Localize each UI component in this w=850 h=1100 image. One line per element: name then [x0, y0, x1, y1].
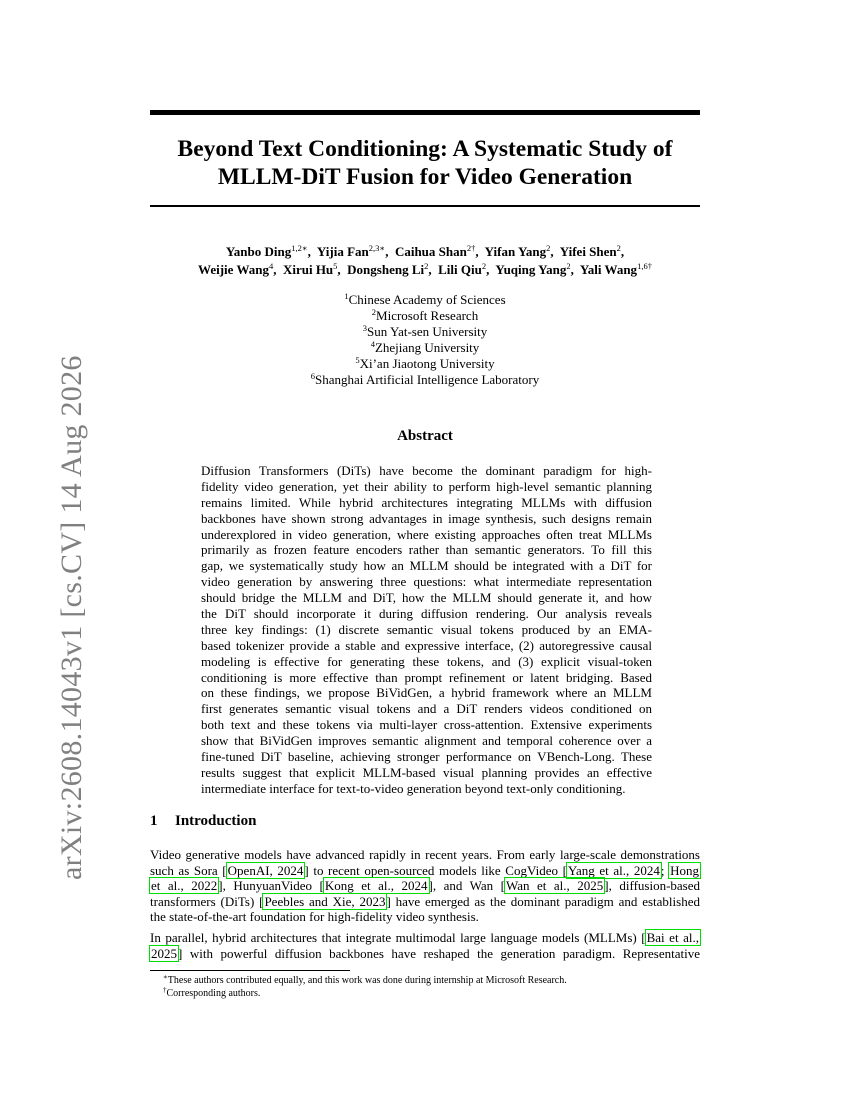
- abstract-line: both text and these tokens via multi-layer cross-attention. Extensive experiments: [201, 717, 652, 733]
- affiliation: $^5$Xi’an Jiaotong University: [355, 355, 495, 371]
- footnote: ∗These authors contributed equally, and this work was done during internship at Microsoft Research.: [163, 973, 567, 986]
- section-number: 1: [150, 813, 158, 829]
- abstract-line: Diffusion Transformers (DiTs) have become the dominant paradigm for high-: [201, 463, 652, 478]
- abstract-line: remains limited. While hybrid architectures integrating MLLMs with diffusion: [201, 494, 652, 510]
- abstract-line: results suggest that explicit MLLM-based visual planning provides an effective: [201, 764, 652, 780]
- arxiv-watermark: arXiv:2608.14043v1 [cs.CV] 14 Aug 2026: [55, 355, 88, 880]
- abstract-line: three key findings: (1) discrete semantic visual tokens produced by an EMA-: [201, 621, 652, 637]
- citation-link[interactable]: Peebles and Xie, 2023: [264, 893, 386, 909]
- abstract-line: should bridge the MLLM and DiT, how the MLLM should generate it, and how: [201, 590, 652, 606]
- abstract-line: show that BiVidGen improves semantic alignment and temporal coherence over a: [201, 733, 652, 749]
- author: Yifan Yang$^2$: [484, 243, 551, 259]
- author: Caihua Shan$^{2\dagger}$: [394, 243, 476, 259]
- abstract-heading: Abstract: [397, 428, 453, 444]
- footnote-rule: [150, 970, 350, 971]
- affiliation: $^3$Sun Yat-sen University: [362, 323, 488, 339]
- abstract-line: the DiT should incorporate it during diffusion rendering. Our analysis reveals: [201, 606, 652, 622]
- section-heading: [150, 813, 256, 830]
- author: Yuqing Yang$^2$: [495, 261, 571, 277]
- abstract-line: video generation by answering three questions: what intermediate representation: [201, 574, 652, 590]
- author: Xirui Hu$^5$: [282, 261, 338, 277]
- abstract-line: first generates semantic visual tokens and a DiT renders videos conditioned on: [201, 701, 652, 717]
- footnote: †Corresponding authors.: [163, 986, 261, 999]
- abstract-line: gap, we systematically study how an MLLM should be integrated with a DiT for: [201, 558, 652, 574]
- intro-paragraph-1: Video generative models have advanced rapidly in recent years. From early large-scale demonstrations such as Sora [OpenAI, 2024] to recent open-sourced models like CogVideo [Yang et al., 2024; Hong et al., 2022], HunyuanVideo [Kong et al., 2024], and Wan [Wan et al., 2025], diffusion-based transformers (DiTs) [Peebles and Xie, 2023] have emerged as the dominant paradigm and established the state-of-the-art foundation for high-fidelity video synthesis.: [150, 847, 701, 924]
- abstract-line: underexplored in video generation, where existing approaches often treat MLLMs: [201, 526, 652, 542]
- author-list: Yanbo Ding$^{1,2∗}$, Yijia Fan$^{2,3∗}$, Caihua Shan$^{2\dagger}$, Yifan Yang$^2$, Yifei Shen$^2$, Weijie Wang$^4$, Xirui Hu$^5$, Dongsheng Li$^2$, Lili Qiu$^2$, Yuqing Yang$^2$, Yali Wang$^{1,6\dagger}$: [198, 243, 652, 277]
- affiliation-list: [150, 292, 700, 388]
- affiliation: $^2$Microsoft Research: [371, 307, 479, 323]
- affiliation: $^1$Chinese Academy of Sciences: [344, 291, 506, 307]
- title-bottom-rule: [150, 205, 700, 207]
- paper-title: Beyond Text Conditioning: A Systematic Study of MLLM-DiT Fusion for Video Generation: [177, 136, 673, 190]
- citation-link[interactable]: OpenAI, 2024: [227, 862, 304, 878]
- title-top-rule: [150, 110, 700, 115]
- abstract-line: modeling is effective for generating these tokens, and (3) explicit visual-token: [201, 653, 652, 669]
- affiliation: $^4$Zhejiang University: [370, 339, 480, 355]
- intro-paragraph-2: In parallel, hybrid architectures that integrate multimodal large language models (MLLMs) [Bai et al., 2025] with powerful diffusion backbones have reshaped the generation paradigm. Representative: [150, 930, 700, 961]
- affiliation: $^6$Shanghai Artificial Intelligence Laboratory: [310, 371, 540, 387]
- abstract-body: [201, 463, 652, 797]
- abstract-line: conditioning is more effective than prompt refinement or latent bridging. Based: [201, 669, 652, 685]
- citation-link[interactable]: Yang et al., 2024: [567, 862, 660, 878]
- abstract-line: on these findings, we propose BiVidGen, a hybrid framework where an MLLM: [201, 685, 652, 701]
- citation-link[interactable]: Hong: [670, 862, 699, 878]
- citation-link[interactable]: Bai et al.,: [646, 930, 699, 945]
- abstract-line: intermediate interface for text-to-video generation beyond text-only conditioning.: [201, 780, 626, 796]
- author: Yali Wang$^{1,6\dagger}$: [579, 261, 652, 277]
- abstract-line: primarily as frozen feature encoders rather than semantic generators. To fill this: [201, 542, 652, 558]
- abstract-line: fidelity video generation, yet their ability to perform high-level semantic planning: [201, 478, 652, 494]
- author: Yanbo Ding$^{1,2∗}$: [225, 243, 308, 259]
- abstract-line: based tokenizer provide a stable and expressive interface, (2) autoregressive causal: [201, 637, 652, 653]
- footnotes: [163, 974, 567, 1000]
- citation-link[interactable]: et al., 2022: [151, 878, 218, 893]
- author: Dongsheng Li$^2$: [347, 261, 429, 277]
- author: Weijie Wang$^4$: [198, 261, 274, 277]
- abstract-line: fine-tuned DiT baseline, achieving stronger performance on VBench-Long. These: [201, 749, 652, 765]
- citation-link[interactable]: Wan et al., 2025: [506, 878, 604, 893]
- citation-link[interactable]: 2025: [151, 945, 177, 961]
- section-title: Introduction: [175, 813, 257, 829]
- citation-link[interactable]: Kong et al., 2024: [324, 878, 428, 893]
- author: Yifei Shen$^2$: [559, 243, 621, 259]
- author: Yijia Fan$^{2,3∗}$: [316, 243, 386, 259]
- abstract-line: backbones have shown strong advantages in image synthesis, such designs remain: [201, 510, 652, 526]
- author: Lili Qiu$^2$: [438, 261, 487, 277]
